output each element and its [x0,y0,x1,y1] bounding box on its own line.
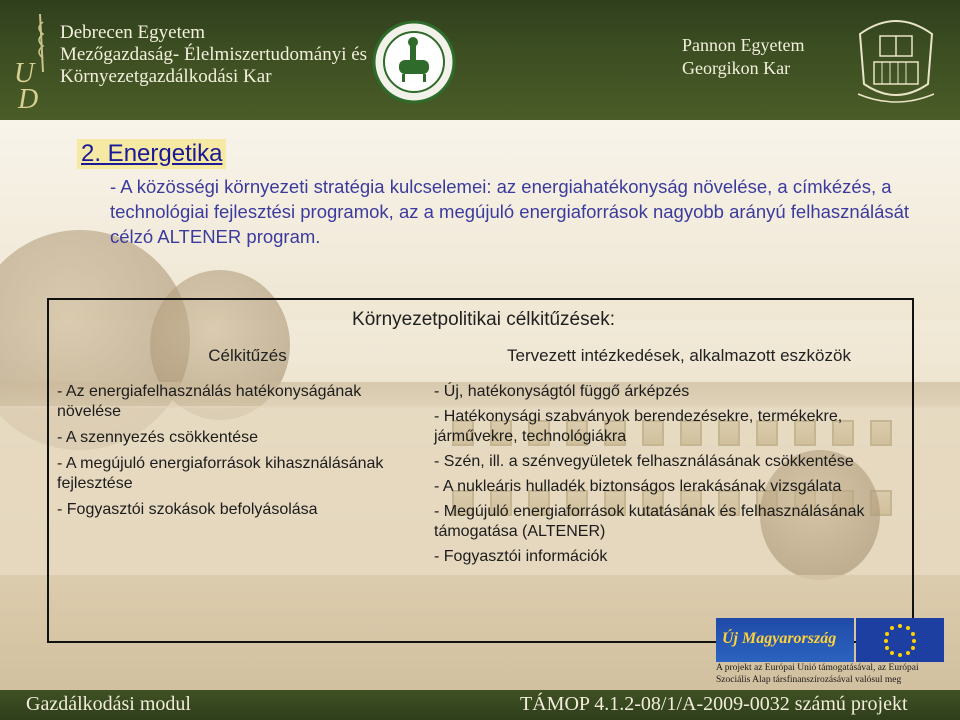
measure-item: - Megújuló energiaforrások kutatásának és felhasználásának támogatása (ALTENER) [434,503,865,540]
goal-item: - Fogyasztói szokások befolyásolása [57,501,318,518]
header-partner-university: Pannon Egyetem [682,35,805,55]
header-faculty-line-1: Mezőgazdaság- Élelmiszertudományi és [60,44,368,65]
measure-item: - Fogyasztói információk [434,548,608,565]
slide-title: 2. Energetika [77,139,226,169]
measure-item: - A nukleáris hulladék biztonságos lerakásának vizsgálata [434,478,842,495]
uj-magyarorszag-logo: Új Magyarország [716,618,854,662]
measures-column-header: Tervezett intézkedések, alkalmazott eszközök [507,346,851,365]
header-partner-faculty: Georgikon Kar [682,58,791,78]
goals-column [49,300,426,641]
measure-item: - Hatékonysági szabványok berendezésekre, termékekre, járművekre, technológiákra [434,408,843,445]
footer-project-id: TÁMOP 4.1.2-08/1/A-2009-0032 számú projekt [520,693,908,715]
header-faculty-line-2: Környezetgazdálkodási Kar [60,66,272,87]
footer-bar [0,690,960,720]
intro-paragraph: - A közösségi környezeti stratégia kulcselemei: az energiahatékonyság növelése, a címkézés, a technológiai fejlesztési programok, az a megújuló energiaforrások nagyobb arányú felhasználását célzó ALTENER program. [110,176,910,247]
eu-funding-note: A projekt az Európai Unió támogatásával, az Európai Szociális Alap társfinanszírozásával valósul meg [716,663,919,685]
footer-module-name: Gazdálkodási modul [26,693,191,715]
measure-item: - Új, hatékonyságtól függő árképzés [434,383,690,400]
university-seal-icon [372,20,456,104]
goals-column-header: Célkitűzés [208,346,287,365]
goal-item: - Az energiafelhasználás hatékonyságának növelése [57,383,362,420]
header-university-name: Debrecen Egyetem [60,22,206,43]
pannon-emblem-icon [850,14,942,108]
svg-text:D: D [18,84,39,112]
eu-funding-badge [716,618,944,662]
measure-item: - Szén, ill. a szénvegyületek felhasználásának csökkentése [434,453,854,470]
goal-item: - A megújuló energiaforrások kihasználásának fejlesztése [57,455,384,492]
svg-text:U: U [14,58,35,89]
policy-goals-table [47,298,914,643]
measures-column [426,300,912,641]
table-title: Környezetpolitikai célkitűzések: [352,309,615,330]
ud-logo-icon [10,12,54,112]
eu-flag-icon [856,618,944,662]
header-banner [0,0,960,120]
goal-item: - A szennyezés csökkentése [57,429,258,446]
